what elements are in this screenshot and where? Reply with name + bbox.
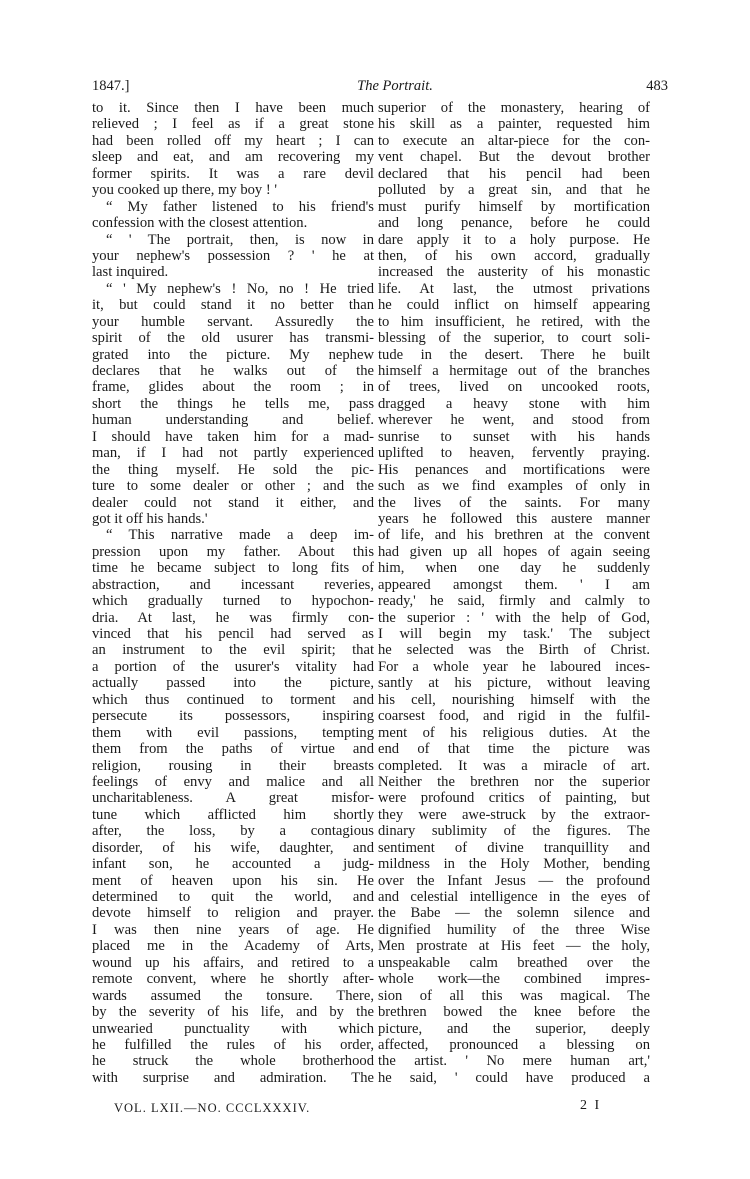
text-line: last inquired. [92, 264, 169, 281]
text-line: disorder, of his wife, daughter, and [92, 839, 374, 856]
text-line: completed. It was a miracle of art. [378, 757, 650, 774]
text-line: persecute its possessors, inspiring [92, 708, 374, 725]
text-line: declared that his pencil had been [378, 165, 650, 182]
text-line: I should have taken him for a mad- [92, 428, 374, 445]
text-line: abstraction, and incessant reveries, [92, 576, 374, 593]
text-line: he fulfilled the rules of his order, [92, 1036, 374, 1053]
text-line: actually passed into the picture, [92, 675, 374, 692]
text-line: blessing of the superior, to court soli- [378, 330, 650, 347]
left-column [92, 100, 374, 1086]
text-line: former spirits. It was a rare devil [92, 165, 374, 182]
text-line: years he followed this austere manner [378, 510, 650, 527]
text-line: you cooked up there, my boy ! ' [92, 182, 278, 199]
text-line: the artist. ' No mere human art,' [378, 1053, 650, 1070]
page-number: 483 [646, 78, 668, 94]
text-line: sion of all this was magical. The [378, 987, 650, 1004]
text-line: religion, rousing in their breasts [92, 757, 374, 774]
text-line: of life, and his brethren at the convent [378, 527, 650, 544]
text-line: himself a hermitage out of the branches [378, 363, 650, 379]
text-line: confession with the closest attention. [92, 215, 308, 232]
text-line: must purify himself by mortification [378, 198, 650, 215]
text-line: remote convent, where he shortly after- [92, 971, 374, 988]
text-line: coarsest food, and rigid in the fulfil- [378, 708, 650, 725]
text-line: which gradually turned to hypochon- [92, 593, 374, 610]
text-line: them from the paths of virtue and [92, 741, 374, 758]
text-line: vent chapel. But the devout brother [378, 149, 650, 166]
text-line: then, of his own accord, gradually [378, 247, 650, 264]
text-line: had given up all hopes of again seeing [378, 543, 650, 560]
text-line: his skill as a painter, requested him [378, 116, 650, 133]
text-line: such as we find examples of only in [378, 478, 650, 495]
text-line: time he became subject to long fits of [92, 560, 374, 577]
text-line: ture to some dealer or other ; and the [92, 478, 374, 495]
text-line: wards assumed the tonsure. There, [92, 987, 374, 1004]
text-line: polluted by a great sin, and that he [378, 182, 650, 199]
header-year: 1847.] [92, 78, 130, 94]
text-line: I was then nine years of age. He [92, 921, 374, 938]
text-line: relieved ; I feel as if a great stone [92, 116, 374, 133]
text-line: he struck the whole brotherhood [92, 1053, 374, 1070]
text-line: to it. Since then I have been much [92, 100, 374, 116]
text-line: him, when one day he suddenly [378, 560, 650, 577]
text-line: increased the austerity of his monastic [378, 264, 650, 281]
text-line: infant son, he accounted a judg- [92, 856, 374, 873]
text-line: his cell, nourishing himself with the [378, 691, 650, 708]
text-line: the thing myself. He sold the pic- [92, 461, 374, 478]
text-line: whole work—the combined impres- [378, 971, 650, 988]
text-line: had been rolled off my heart ; I can [92, 132, 374, 149]
text-line: sunrise to sunset with his hands [378, 428, 650, 445]
text-line: vinced that his pencil had served as [92, 626, 374, 642]
text-line: His penances and mortifications were [378, 461, 650, 478]
text-line: santly at his picture, without leaving [378, 675, 650, 692]
text-line: brethren bowed the knee before the [378, 1004, 650, 1021]
text-line: “ This narrative made a deep im- [106, 527, 374, 544]
text-line: ment of his religious duties. At the [378, 724, 650, 741]
text-line: picture, and the superior, deeply [378, 1020, 650, 1037]
text-line: dinary sublimity of the figures. The [378, 823, 650, 840]
text-line: ready,' he said, firmly and calmly to [378, 593, 650, 610]
text-line: it, but could stand it no better than [92, 297, 374, 314]
text-line: got it off his hands.' [92, 510, 208, 527]
text-line: unspeakable calm breathed over the [378, 954, 650, 971]
text-line: he could inflict on himself appearing [378, 297, 650, 314]
text-line: end of that time the picture was [378, 741, 650, 758]
text-line: with surprise and admiration. The [92, 1069, 374, 1086]
text-line: “ ' The portrait, then, is now in [106, 231, 374, 248]
text-line: spirit of the old usurer has transmi- [92, 330, 374, 347]
text-line: “ ' My nephew's ! No, no ! He tried [106, 280, 374, 297]
text-line: ment of heaven upon his sin. He [92, 872, 374, 889]
text-line: “ My father listened to his friend's [106, 198, 374, 215]
text-line: sentiment of divine tranquillity and [378, 839, 650, 856]
text-line: dria. At last, he was firmly con- [92, 609, 374, 626]
text-line: an instrument to the evil spirit; that [92, 642, 374, 659]
text-line: your humble servant. Assuredly the [92, 313, 374, 330]
text-line: wherever he went, and stood from [378, 412, 650, 429]
text-line: dare apply it to a holy purpose. He [378, 231, 650, 248]
text-line: tude in the desert. There he built [378, 346, 650, 363]
header-title: The Portrait. [357, 78, 433, 94]
right-column [378, 100, 650, 1086]
text-line: uncharitableness. A great misfor- [92, 790, 374, 807]
text-line: tune which afflicted him shortly [92, 806, 374, 823]
text-line: over the Infant Jesus — the profound [378, 872, 650, 889]
text-line: wound up his affairs, and retired to a [92, 954, 374, 971]
text-line: the Babe — the solemn silence and [378, 905, 650, 922]
text-line: dragged a heavy stone with him [378, 395, 650, 412]
text-line: sleep and eat, and am recovering my [92, 149, 374, 166]
text-line: devote himself to religion and prayer. [92, 905, 374, 922]
text-line: and long penance, before he could [378, 215, 650, 232]
text-line: For a whole year he laboured inces- [378, 658, 650, 675]
text-line: declares that he walks out of the [92, 363, 374, 379]
text-line: life. At last, the utmost privations [378, 280, 650, 297]
text-line: frame, glides about the room ; in [92, 379, 374, 396]
text-line: uplifted to heaven, fervently praying. [378, 445, 650, 462]
text-line: them with evil passions, tempting [92, 724, 374, 741]
text-line: grated into the picture. My nephew [92, 346, 374, 363]
text-line: Neither the brethren nor the superior [378, 773, 650, 790]
text-line: superior of the monastery, hearing of [378, 100, 650, 116]
text-line: after, the loss, by a contagious [92, 823, 374, 840]
text-line: to him insufficient, he retired, with the [378, 313, 650, 330]
text-line: and celestial intelligence in the eyes of [378, 889, 650, 905]
text-line: he selected was the Birth of Christ. [378, 642, 650, 659]
text-line: the lives of the saints. For many [378, 494, 650, 511]
text-line: dignified humility of the three Wise [378, 921, 650, 938]
text-line: feelings of envy and malice and all [92, 773, 374, 790]
text-line: dealer could not stand it either, and [92, 494, 374, 511]
text-line: he said, ' could have produced a [378, 1069, 650, 1086]
text-line: they were awe-struck by the extraor- [378, 806, 650, 823]
text-line: your nephew's possession ? ' he at [92, 247, 374, 264]
text-line: pression upon my father. About this [92, 543, 374, 560]
text-line: which thus continued to torment and [92, 691, 374, 708]
text-line: mildness in the Holy Mother, bending [378, 856, 650, 873]
text-line: unwearied punctuality with which [92, 1020, 374, 1037]
running-header [92, 78, 686, 98]
text-line: short the things he tells me, pass [92, 395, 374, 412]
text-line: human understanding and belief. [92, 412, 374, 429]
text-line: determined to quit the world, and [92, 889, 374, 905]
text-line: appeared amongst them. ' I am [378, 576, 650, 593]
text-line: the superior : ' with the help of God, [378, 609, 650, 626]
text-line: to execute an altar-piece for the con- [378, 132, 650, 149]
volume-footer: VOL. LXII.—NO. CCCLXXXIV. [114, 1101, 311, 1115]
text-line: by the severity of his life, and by the [92, 1004, 374, 1021]
text-line: affected, pronounced a blessing on [378, 1036, 650, 1053]
text-line: a portion of the usurer's vitality had [92, 658, 374, 675]
text-line: man, if I had not partly experienced [92, 445, 374, 462]
text-line: placed me in the Academy of Arts, [92, 938, 374, 955]
text-line: Men prostrate at His feet — the holy, [378, 938, 650, 955]
text-line: of trees, lived on uncooked roots, [378, 379, 650, 396]
text-line: I will begin my task.' The subject [378, 626, 650, 642]
text-line: were profound critics of painting, but [378, 790, 650, 807]
signature-mark: 2 I [580, 1098, 602, 1113]
